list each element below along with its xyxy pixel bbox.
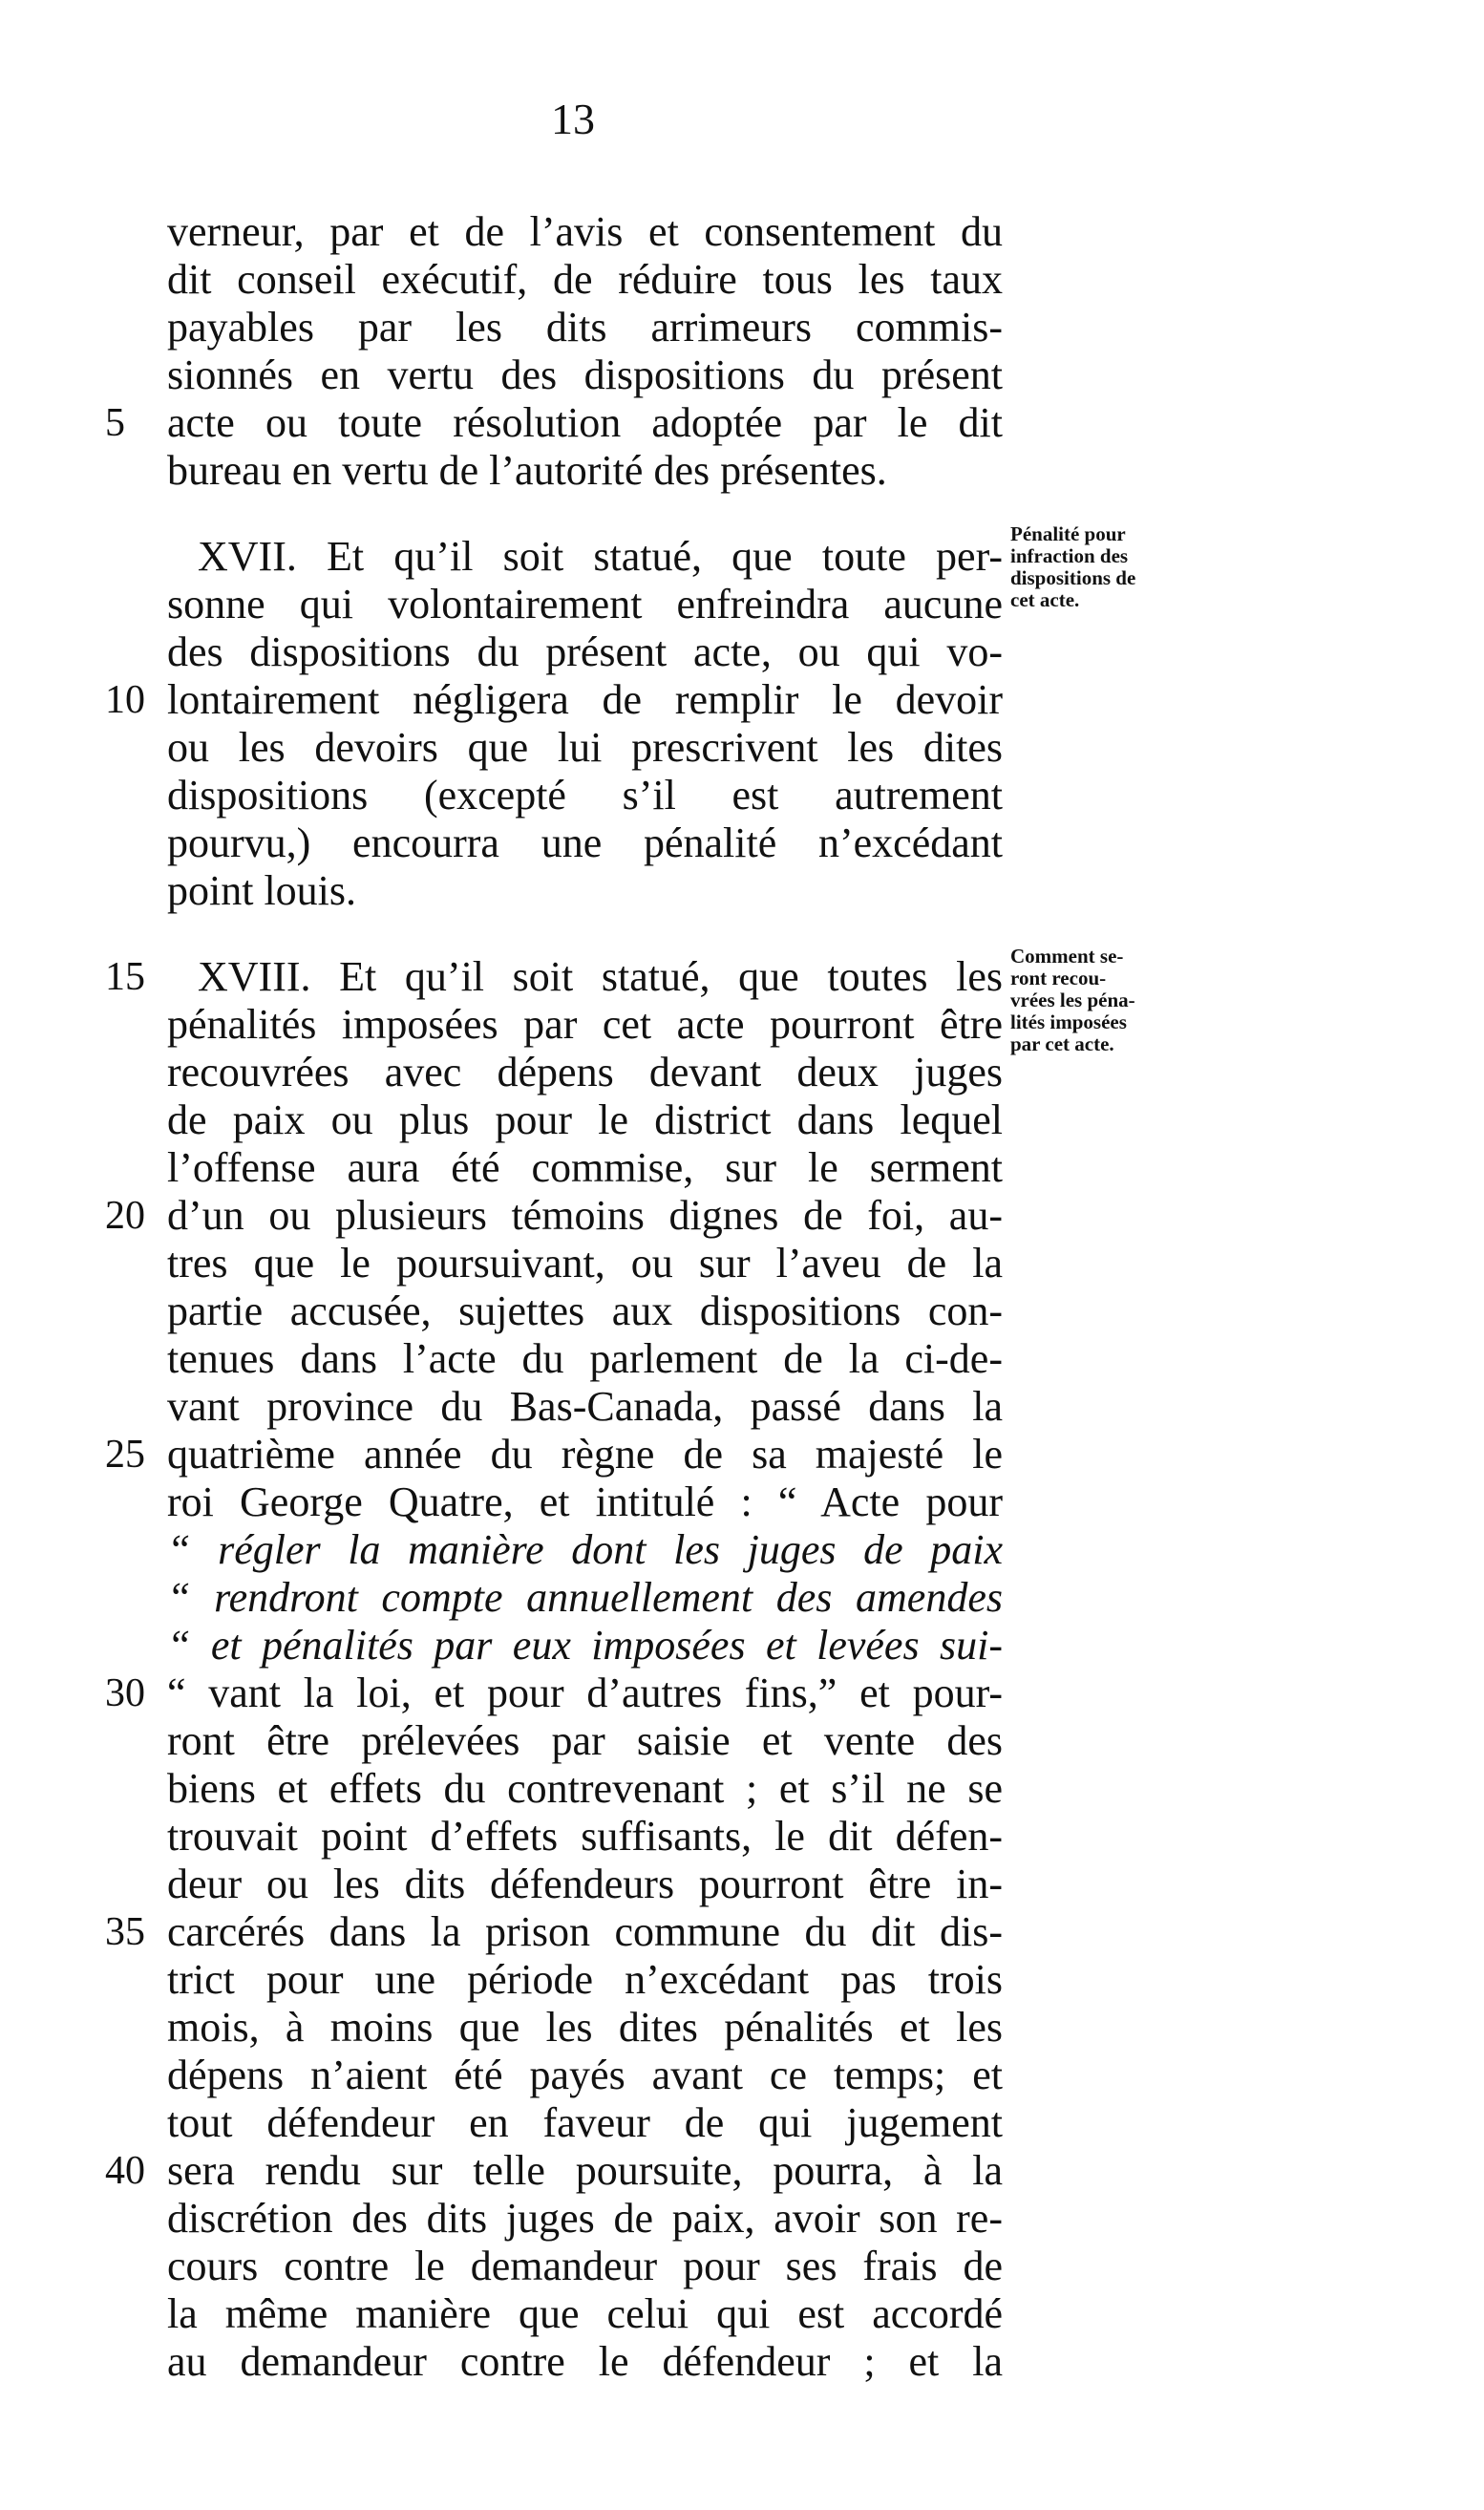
- text-line: quatrième année du règne de sa majesté le: [167, 1431, 1003, 1478]
- text-line: recouvrées avec dépens devant deux juges: [167, 1049, 1003, 1095]
- margin-note: [1010, 523, 1201, 611]
- text-line: dit conseil exécutif, de réduire tous les taux: [167, 256, 1003, 303]
- text-line: cours contre le demandeur pour ses frais de: [167, 2243, 1003, 2289]
- margin-note-line: dispositions de: [1010, 566, 1136, 589]
- text-line: mois, à moins que les dites pénalités et les: [167, 2004, 1003, 2051]
- text-line: bureau en vertu de l’autorité des présentes.: [167, 447, 887, 494]
- text-line: tout défendeur en faveur de qui jugement: [167, 2099, 1003, 2146]
- text-line: roi George Quatre, et intitulé : “ Acte pour: [167, 1478, 1003, 1525]
- page-number: 13: [551, 95, 595, 143]
- text-line: des dispositions du présent acte, ou qui vo-: [167, 628, 1003, 675]
- text-line: la même manière que celui qui est accordé: [167, 2290, 1003, 2337]
- line-number: 35: [105, 1910, 145, 1954]
- text-line: dispositions (excepté s’il est autrement: [167, 772, 1003, 819]
- margin-note-line: par cet acte.: [1010, 1032, 1114, 1055]
- text-line: trict pour une période n’excédant pas trois: [167, 1956, 1003, 2003]
- line-number: 20: [105, 1194, 145, 1238]
- text-line: payables par les dits arrimeurs commis-: [167, 304, 1003, 351]
- text-line: acte ou toute résolution adoptée par le dit: [167, 399, 1003, 446]
- text-line: “ et pénalités par eux imposées et levées sui-: [167, 1622, 1003, 1669]
- margin-note-line: cet acte.: [1010, 588, 1080, 611]
- text-line: verneur, par et de l’avis et consentement du: [167, 208, 1003, 255]
- margin-note-line: Comment se-: [1010, 945, 1124, 968]
- text-line: l’offense aura été commise, sur le serment: [167, 1144, 1003, 1191]
- text-line: sera rendu sur telle poursuite, pourra, à la: [167, 2147, 1003, 2194]
- text-line: XVII. Et qu’il soit statué, que toute per-: [198, 533, 1003, 580]
- text-line: tres que le poursuivant, ou sur l’aveu de la: [167, 1240, 1003, 1287]
- margin-note-line: lités imposées: [1010, 1010, 1127, 1033]
- text-line: XVIII. Et qu’il soit statué, que toutes les: [198, 953, 1003, 1000]
- text-line: trouvait point d’effets suffisants, le dit défen-: [167, 1813, 1003, 1860]
- text-line: deur ou les dits défendeurs pourront être in-: [167, 1861, 1003, 1907]
- margin-note-line: infraction des: [1010, 544, 1129, 567]
- text-line: sionnés en vertu des dispositions du présent: [167, 351, 1003, 398]
- text-line: point louis.: [167, 867, 357, 914]
- margin-note: [1010, 946, 1201, 1055]
- margin-note-line: Pénalité pour: [1010, 522, 1126, 545]
- line-number: 5: [105, 401, 125, 445]
- margin-note-line: ront recou-: [1010, 967, 1107, 989]
- text-line: biens et effets du contrevenant ; et s’il ne se: [167, 1765, 1003, 1812]
- text-line: pénalités imposées par cet acte pourront être: [167, 1001, 1003, 1048]
- text-line: pourvu,) encourra une pénalité n’excédant: [167, 819, 1003, 866]
- text-line: sonne qui volontairement enfreindra aucune: [167, 581, 1003, 628]
- text-line: ou les devoirs que lui prescrivent les dites: [167, 724, 1003, 771]
- text-line: au demandeur contre le défendeur ; et la: [167, 2338, 1003, 2385]
- line-number: 25: [105, 1433, 145, 1477]
- text-line: partie accusée, sujettes aux dispositions con-: [167, 1287, 1003, 1334]
- text-line: tenues dans l’acte du parlement de la ci-de-: [167, 1335, 1003, 1382]
- text-line: “ régler la manière dont les juges de paix: [167, 1526, 1003, 1573]
- text-line: dépens n’aient été payés avant ce temps; et: [167, 2052, 1003, 2098]
- text-line: vant province du Bas-Canada, passé dans la: [167, 1383, 1003, 1430]
- line-number: 15: [105, 955, 145, 999]
- text-line: ront être prélevées par saisie et vente des: [167, 1717, 1003, 1764]
- margin-note-line: vrées les péna-: [1010, 989, 1135, 1011]
- line-number: 30: [105, 1671, 145, 1715]
- text-line: de paix ou plus pour le district dans lequel: [167, 1096, 1003, 1143]
- text-line: “ rendront compte annuellement des amendes: [167, 1574, 1003, 1621]
- line-number: 40: [105, 2149, 145, 2193]
- text-line: d’un ou plusieurs témoins dignes de foi, au-: [167, 1192, 1003, 1239]
- text-line: “ vant la loi, et pour d’autres fins,” et pour-: [167, 1670, 1003, 1716]
- text-line: lontairement négligera de remplir le devoir: [167, 676, 1003, 723]
- line-number: 10: [105, 678, 145, 722]
- text-line: carcérés dans la prison commune du dit dis-: [167, 1908, 1003, 1955]
- text-line: discrétion des dits juges de paix, avoir son re-: [167, 2195, 1003, 2242]
